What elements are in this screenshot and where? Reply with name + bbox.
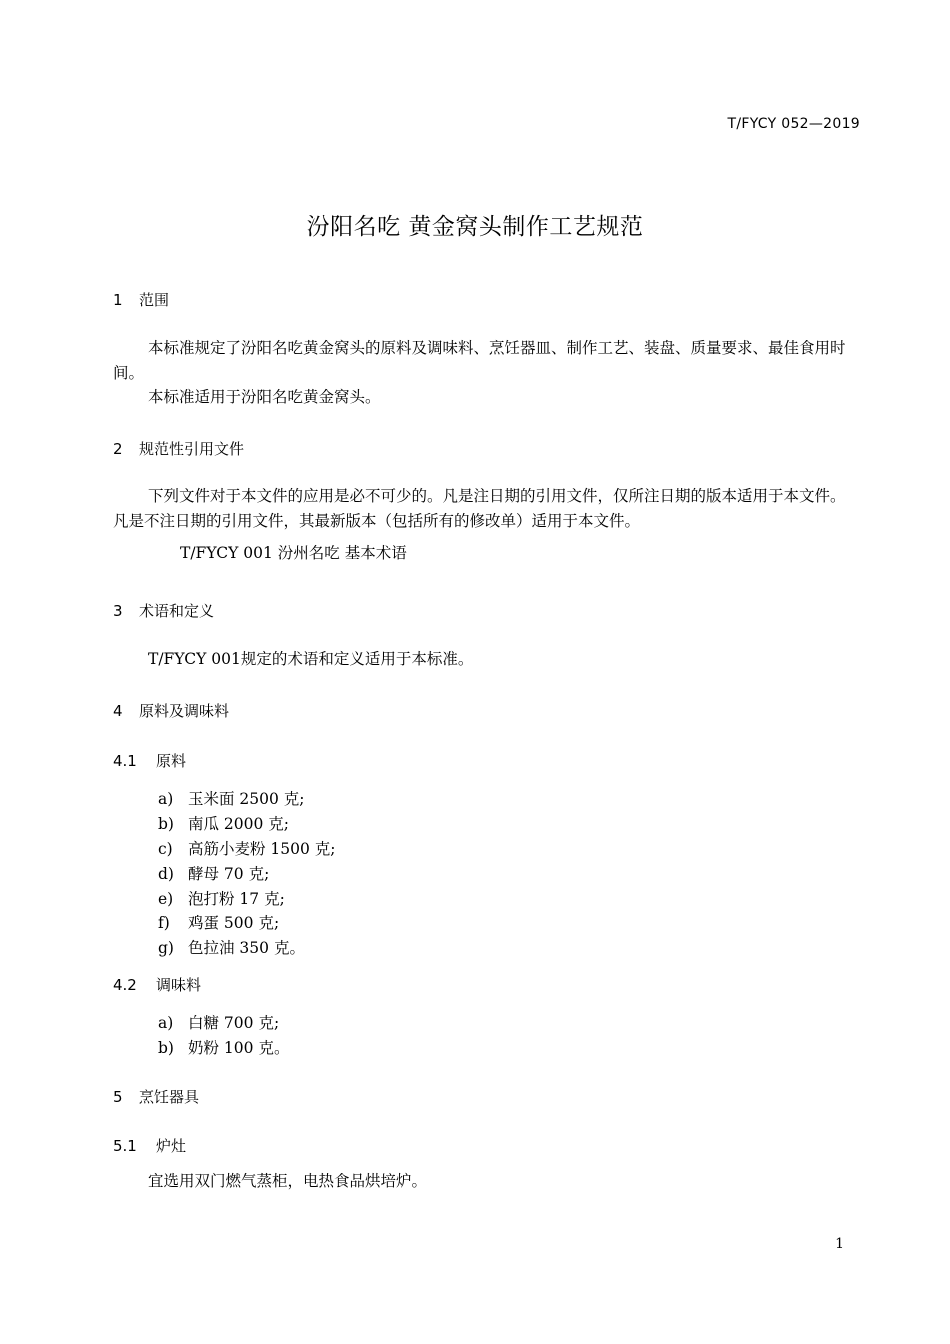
section-4-2-heading <box>113 974 201 995</box>
list-item: g) 色拉油 350 克。 <box>158 939 305 957</box>
section-number: 4.2 <box>113 976 137 994</box>
section-2-heading <box>113 438 244 459</box>
section-4-heading <box>113 700 229 721</box>
section-number: 5.1 <box>113 1137 137 1155</box>
section-5-1-paragraph-1: 宜选用双门燃气蒸柜，电热食品烘培炉。 <box>148 1172 428 1190</box>
list-item: e) 泡打粉 17 克; <box>158 890 285 908</box>
section-title: 原料 <box>156 752 187 770</box>
section-number: 4 <box>113 702 123 720</box>
section-number: 5 <box>113 1088 123 1106</box>
section-5-heading <box>113 1086 199 1107</box>
section-1-heading <box>113 289 169 310</box>
section-title: 调味料 <box>156 976 202 994</box>
list-item: b) 南瓜 2000 克; <box>158 815 290 833</box>
section-title: 原料及调味料 <box>139 702 230 720</box>
list-item: f) 鸡蛋 500 克; <box>158 914 280 932</box>
section-number: 1 <box>113 291 123 309</box>
section-title: 范围 <box>139 291 170 309</box>
list-item: c) 高筋小麦粉 1500 克; <box>158 840 336 858</box>
section-number: 4.1 <box>113 752 137 770</box>
section-title: 烹饪器具 <box>139 1088 200 1106</box>
normative-reference: T/FYCY 001 汾州名吃 基本术语 <box>180 544 407 562</box>
section-1-paragraph-1: 本标准规定了汾阳名吃黄金窝头的原料及调味料、烹饪器皿、制作工艺、装盘、质量要求、最佳食用时间。 <box>113 339 846 382</box>
list-item: b) 奶粉 100 克。 <box>158 1039 290 1057</box>
section-number: 2 <box>113 440 123 458</box>
section-2-paragraph-1: 下列文件对于本文件的应用是必不可少的。凡是注日期的引用文件，仅所注日期的版本适用于本文件。凡是不注日期的引用文件，其最新版本（包括所有的修改单）适用于本文件。 <box>113 487 846 530</box>
section-title: 术语和定义 <box>139 602 215 620</box>
page-number: 1 <box>835 1236 844 1252</box>
section-number: 3 <box>113 602 123 620</box>
section-1-paragraph-2: 本标准适用于汾阳名吃黄金窝头。 <box>148 388 381 406</box>
section-title: 规范性引用文件 <box>139 440 245 458</box>
section-5-1-heading <box>113 1135 186 1156</box>
section-3-heading <box>113 600 214 621</box>
section-4-1-heading <box>113 750 186 771</box>
list-item: a) 白糖 700 克; <box>158 1014 280 1032</box>
document-title: 汾阳名吃 黄金窝头制作工艺规范 <box>306 214 644 240</box>
list-item: a) 玉米面 2500 克; <box>158 790 305 808</box>
list-item: d) 酵母 70 克; <box>158 865 270 883</box>
document-code: T/FYCY 052—2019 <box>727 116 860 132</box>
section-title: 炉灶 <box>156 1137 187 1155</box>
section-3-paragraph-1: T/FYCY 001规定的术语和定义适用于本标准。 <box>148 650 474 668</box>
